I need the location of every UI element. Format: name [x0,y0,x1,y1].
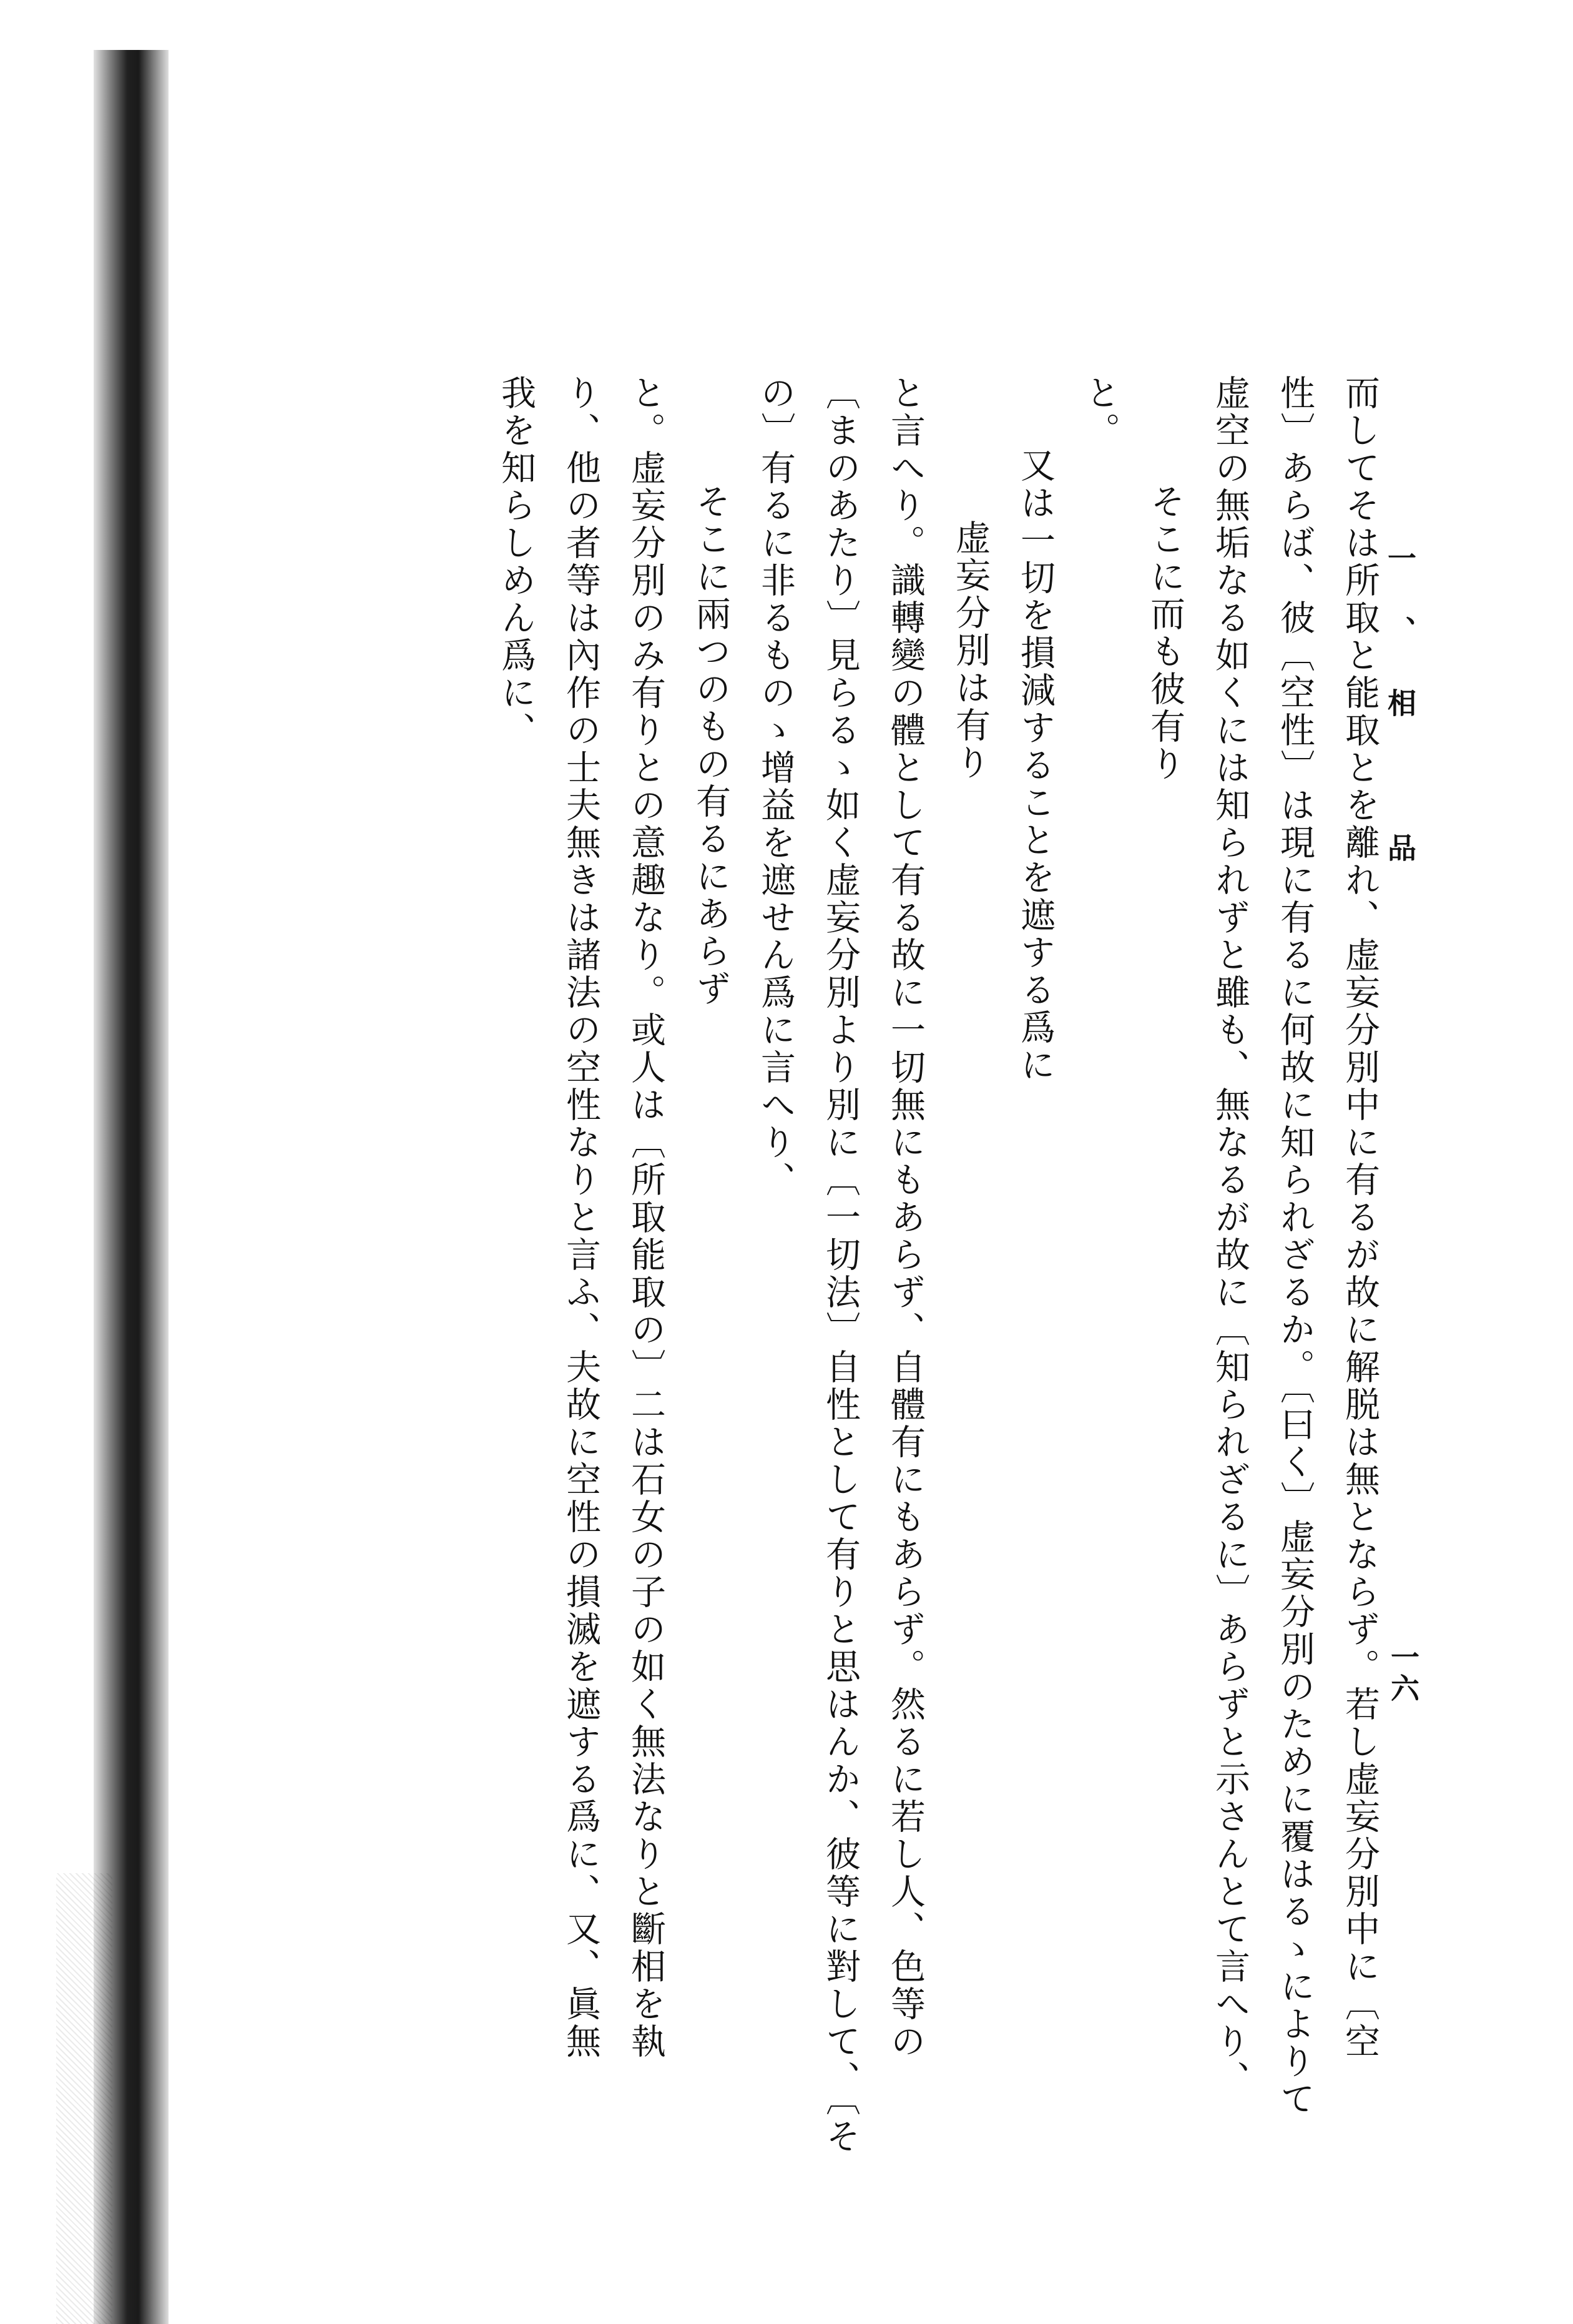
verse-line: 虚妄分別は有り [950,519,991,782]
text-line: と。 [1080,375,1120,450]
verse-line: そこに而も彼有り [1145,483,1185,783]
text-line: と。虚妄分別のみ有りとの意趣なり。或人は〔所取能取の〕二は石女の子の如く無法なりと斷相を執 [625,375,666,2061]
running-head-title: 一、相 品 [1383,543,1417,905]
text-line: の〕有るに非るものゝ增益を遮せん爲に言へり、 [755,375,796,1199]
text-line: 虚空の無垢なる如くには知られずと雖も、無なるが故に〔知られざるに〕あらずと示さんとて言へり、 [1210,375,1250,2098]
text-line: 性〕あらば、彼〔空性〕は現に有るに何故に知られざるか。〔曰く〕虚妄分別のために覆はるゝによりて [1275,375,1315,2118]
body-text [483,375,1392,2185]
text-line: 〔まのあたり〕見らるゝ如く虚妄分別より別に〔一切法〕自性として有りと思はんか、彼等に對して、〔そ [820,375,861,2155]
page-number: 一六 [1386,1642,1420,1705]
text-line: 而してそは所取と能取とを離れ、虚妄分別中に有るが故に解脱は無とならず。若し虚妄分別中に〔空 [1340,375,1380,2061]
scan-noise [56,1873,112,2324]
text-line: 又は一切を損減することを遮する爲に [1015,447,1056,1084]
text-line: り、他の者等は內作の士夫無きは諸法の空性なりと言ふ、夫故に空性の損滅を遮する爲に、又、眞無 [561,375,601,2061]
verse-line: そこに兩つのもの有るにあらず [690,483,731,1008]
text-line: と言へり。識轉變の體として有る故に一切無にもあらず、自體有にもあらず。然るに若し人、色等の [885,375,926,2061]
text-line: 我を知らしめん爲に、 [496,375,536,749]
